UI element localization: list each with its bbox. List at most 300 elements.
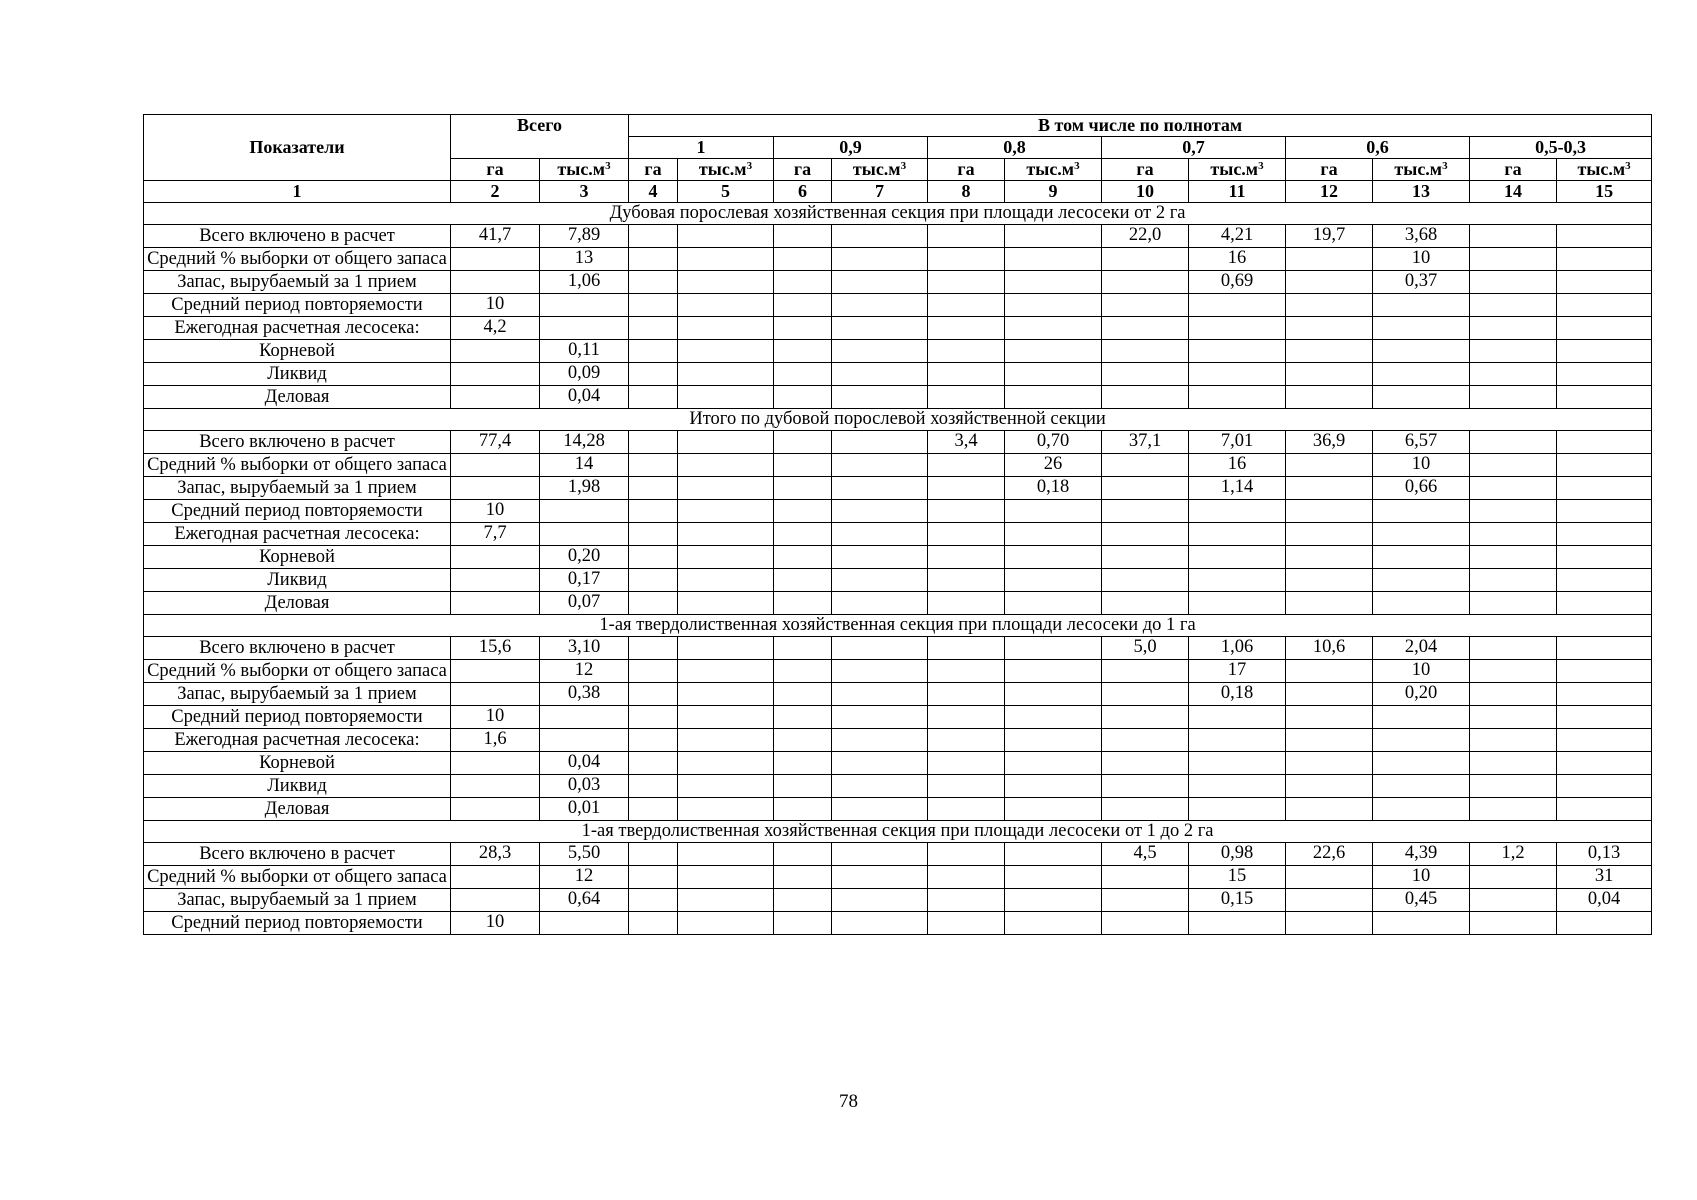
column-number: 3 (540, 181, 629, 203)
table-cell (451, 477, 540, 500)
table-cell (629, 569, 678, 592)
table-row (144, 477, 1652, 500)
table-row (144, 866, 1652, 889)
table-cell (1286, 386, 1373, 409)
table-row (144, 592, 1652, 615)
table-cell (1470, 706, 1557, 729)
table-cell (629, 225, 678, 248)
row-label: Ликвид (144, 569, 451, 592)
table-cell (1005, 592, 1102, 615)
table-cell (774, 248, 832, 271)
table-cell (1286, 660, 1373, 683)
table-row (144, 798, 1652, 821)
table-cell (1286, 248, 1373, 271)
table-cell (629, 546, 678, 569)
table-cell (1286, 752, 1373, 775)
unit-volume-label: тыс.м (698, 159, 747, 179)
table-cell (1557, 363, 1652, 386)
table-cell (774, 706, 832, 729)
table-cell (1005, 660, 1102, 683)
table-cell (678, 706, 774, 729)
table-cell (1189, 317, 1286, 340)
section-title-row (144, 409, 1652, 431)
table-cell (928, 294, 1005, 317)
section-title: Итого по дубовой порослевой хозяйственной секции (144, 409, 1652, 431)
table-cell (1470, 248, 1557, 271)
table-cell (1557, 569, 1652, 592)
table-cell (629, 271, 678, 294)
table-cell (1189, 523, 1286, 546)
table-cell: 4,21 (1189, 225, 1286, 248)
table-body (144, 203, 1652, 935)
table-cell (629, 729, 678, 752)
table-cell (1189, 706, 1286, 729)
column-number: 12 (1286, 181, 1373, 203)
column-number: 6 (774, 181, 832, 203)
table-cell (1373, 386, 1470, 409)
table-cell (451, 546, 540, 569)
table-cell: 1,14 (1189, 477, 1286, 500)
table-cell: 1,98 (540, 477, 629, 500)
table-cell: 37,1 (1102, 431, 1189, 454)
table-cell: 0,20 (540, 546, 629, 569)
table-cell (1557, 294, 1652, 317)
table-cell (451, 592, 540, 615)
table-cell (1286, 706, 1373, 729)
table-cell (928, 752, 1005, 775)
table-cell (1286, 271, 1373, 294)
column-number: 13 (1373, 181, 1470, 203)
table-cell (540, 294, 629, 317)
row-label: Всего включено в расчет (144, 637, 451, 660)
table-cell (1557, 592, 1652, 615)
table-cell (1470, 363, 1557, 386)
table-cell (1557, 775, 1652, 798)
row-label: Ежегодная расчетная лесосека: (144, 729, 451, 752)
table-cell (1373, 775, 1470, 798)
table-cell (678, 225, 774, 248)
table-cell: 10 (1373, 454, 1470, 477)
table-cell (832, 569, 928, 592)
table-row (144, 569, 1652, 592)
table-cell (1005, 569, 1102, 592)
table-cell (629, 637, 678, 660)
table-cell (1189, 729, 1286, 752)
table-cell (1102, 912, 1189, 935)
table-cell: 12 (540, 866, 629, 889)
table-cell (1286, 477, 1373, 500)
table-cell: 10 (451, 500, 540, 523)
table-cell: 10 (1373, 660, 1470, 683)
table-cell (832, 454, 928, 477)
table-cell (1470, 294, 1557, 317)
table-cell (629, 340, 678, 363)
row-label: Корневой (144, 752, 451, 775)
table-cell (774, 225, 832, 248)
table-cell (928, 454, 1005, 477)
table-cell (678, 500, 774, 523)
table-cell (1102, 363, 1189, 386)
table-cell (1557, 798, 1652, 821)
table-cell (451, 752, 540, 775)
header-unit-volume (1373, 159, 1470, 181)
table-cell (832, 729, 928, 752)
table-cell (1102, 775, 1189, 798)
row-label: Средний % выборки от общего запаса (144, 454, 451, 477)
table-cell (1373, 500, 1470, 523)
table-cell: 0,45 (1373, 889, 1470, 912)
table-cell: 36,9 (1286, 431, 1373, 454)
table-cell (1557, 752, 1652, 775)
table-header (144, 115, 1652, 203)
page-number: 78 (839, 1091, 858, 1112)
table-cell: 22,6 (1286, 843, 1373, 866)
table-cell (678, 546, 774, 569)
table-cell (1373, 294, 1470, 317)
table-cell (1373, 340, 1470, 363)
table-cell (1557, 546, 1652, 569)
table-cell (1470, 660, 1557, 683)
table-cell (1373, 363, 1470, 386)
table-cell (774, 752, 832, 775)
table-cell (451, 248, 540, 271)
header-unit-ha: га (451, 159, 540, 181)
row-label: Средний период повторяемости (144, 706, 451, 729)
table-cell (1557, 729, 1652, 752)
table-cell (1005, 683, 1102, 706)
table-cell (774, 889, 832, 912)
table-cell (1102, 592, 1189, 615)
table-cell (832, 317, 928, 340)
table-cell (1286, 363, 1373, 386)
table-cell (1189, 592, 1286, 615)
table-cell (451, 683, 540, 706)
table-cell (1557, 477, 1652, 500)
table-cell (1005, 340, 1102, 363)
table-cell (451, 866, 540, 889)
table-cell (1102, 340, 1189, 363)
column-number: 15 (1557, 181, 1652, 203)
table-cell (678, 271, 774, 294)
table-cell (1102, 729, 1189, 752)
row-label: Всего включено в расчет (144, 225, 451, 248)
table-cell (928, 523, 1005, 546)
table-cell (451, 660, 540, 683)
table-cell: 15,6 (451, 637, 540, 660)
table-cell: 19,7 (1286, 225, 1373, 248)
column-number: 4 (629, 181, 678, 203)
table-row (144, 775, 1652, 798)
table-cell (451, 386, 540, 409)
table-cell (774, 271, 832, 294)
table-cell (1470, 775, 1557, 798)
table-cell (832, 637, 928, 660)
table-cell (928, 683, 1005, 706)
row-label: Средний период повторяемости (144, 912, 451, 935)
table-cell (1470, 454, 1557, 477)
table-cell: 4,5 (1102, 843, 1189, 866)
table-row (144, 431, 1652, 454)
table-cell: 31 (1557, 866, 1652, 889)
unit-volume-label: тыс.м (1210, 159, 1259, 179)
section-title: 1-ая твердолиственная хозяйственная секция при площади лесосеки до 1 га (144, 615, 1652, 637)
table-cell (678, 386, 774, 409)
table-row (144, 683, 1652, 706)
table-cell (451, 340, 540, 363)
table-cell: 0,04 (540, 752, 629, 775)
table-cell: 14,28 (540, 431, 629, 454)
table-cell (451, 798, 540, 821)
table-cell (678, 523, 774, 546)
header-unit-volume (678, 159, 774, 181)
table-cell (1286, 592, 1373, 615)
table-cell (928, 798, 1005, 821)
table-cell: 7,89 (540, 225, 629, 248)
table-cell (1005, 843, 1102, 866)
table-cell (451, 889, 540, 912)
table-cell (832, 592, 928, 615)
header-unit-ha: га (1286, 159, 1373, 181)
table-cell (832, 683, 928, 706)
table-cell (1373, 546, 1470, 569)
table-cell (1557, 500, 1652, 523)
table-cell (540, 729, 629, 752)
table-cell (1470, 546, 1557, 569)
header-total: Всего (451, 115, 629, 159)
table-row (144, 248, 1652, 271)
table-cell (1189, 386, 1286, 409)
row-label: Ежегодная расчетная лесосека: (144, 317, 451, 340)
table-cell (1470, 569, 1557, 592)
table-cell: 0,98 (1189, 843, 1286, 866)
table-row (144, 340, 1652, 363)
header-unit-volume (1189, 159, 1286, 181)
table-cell (928, 386, 1005, 409)
table-cell (1557, 386, 1652, 409)
table-cell (1470, 431, 1557, 454)
unit-volume-superscript: 3 (746, 160, 753, 172)
table-cell (928, 637, 1005, 660)
header-density: 0,8 (928, 137, 1102, 159)
row-label: Деловая (144, 386, 451, 409)
table-cell (928, 912, 1005, 935)
table-cell: 10 (1373, 248, 1470, 271)
table-row (144, 454, 1652, 477)
table-cell: 1,06 (1189, 637, 1286, 660)
row-label: Ежегодная расчетная лесосека: (144, 523, 451, 546)
table-cell (1189, 775, 1286, 798)
table-cell (832, 431, 928, 454)
table-cell: 16 (1189, 248, 1286, 271)
table-cell: 0,15 (1189, 889, 1286, 912)
header-unit-ha: га (928, 159, 1005, 181)
table-cell (451, 454, 540, 477)
unit-volume-label: тыс.м (557, 159, 606, 179)
table-cell: 0,69 (1189, 271, 1286, 294)
table-cell (1005, 386, 1102, 409)
table-cell (1102, 386, 1189, 409)
table-cell: 1,2 (1470, 843, 1557, 866)
table-cell (451, 271, 540, 294)
table-cell (774, 317, 832, 340)
table-cell (1286, 775, 1373, 798)
table-cell: 12 (540, 660, 629, 683)
table-cell (540, 706, 629, 729)
table-cell (678, 248, 774, 271)
table-cell (1102, 866, 1189, 889)
table-cell (1005, 225, 1102, 248)
table-row (144, 386, 1652, 409)
table-cell (774, 683, 832, 706)
table-cell (1005, 271, 1102, 294)
table-cell (774, 523, 832, 546)
table-cell: 1,06 (540, 271, 629, 294)
header-density: 0,5-0,3 (1470, 137, 1652, 159)
table-row (144, 317, 1652, 340)
table-cell (928, 775, 1005, 798)
header-by-density: В том числе по полнотам (629, 115, 1652, 137)
table-row (144, 546, 1652, 569)
table-cell (1557, 660, 1652, 683)
table-cell (678, 798, 774, 821)
table-cell (774, 454, 832, 477)
header-density: 0,7 (1102, 137, 1286, 159)
row-label: Средний % выборки от общего запаса (144, 660, 451, 683)
row-label: Всего включено в расчет (144, 431, 451, 454)
table-cell: 1,6 (451, 729, 540, 752)
unit-volume-label: тыс.м (1577, 159, 1626, 179)
table-cell: 3,4 (928, 431, 1005, 454)
table-cell (1102, 546, 1189, 569)
table-cell (1470, 271, 1557, 294)
table-row (144, 363, 1652, 386)
table-cell (1189, 500, 1286, 523)
forest-cutting-table (143, 114, 1652, 935)
table-cell (774, 340, 832, 363)
table-cell (928, 317, 1005, 340)
table-cell (1189, 569, 1286, 592)
table-cell: 0,01 (540, 798, 629, 821)
table-cell (774, 500, 832, 523)
table-cell (629, 775, 678, 798)
table-cell: 5,50 (540, 843, 629, 866)
table-cell (928, 340, 1005, 363)
table-cell (1470, 340, 1557, 363)
table-cell: 16 (1189, 454, 1286, 477)
table-cell (774, 569, 832, 592)
table-cell (774, 363, 832, 386)
header-density: 0,9 (774, 137, 928, 159)
table-cell (1470, 729, 1557, 752)
table-cell (1005, 248, 1102, 271)
table-cell (1373, 523, 1470, 546)
table-row (144, 889, 1652, 912)
table-cell (1102, 454, 1189, 477)
table-cell (928, 843, 1005, 866)
table-cell (774, 477, 832, 500)
table-cell (629, 248, 678, 271)
header-unit-volume (540, 159, 629, 181)
table-cell (1286, 523, 1373, 546)
table-cell: 28,3 (451, 843, 540, 866)
table-cell: 10 (451, 706, 540, 729)
table-cell (832, 271, 928, 294)
table-cell (928, 546, 1005, 569)
table-cell: 10,6 (1286, 637, 1373, 660)
table-cell (774, 912, 832, 935)
table-cell (774, 866, 832, 889)
table-cell (928, 569, 1005, 592)
table-cell (629, 866, 678, 889)
table-cell: 6,57 (1373, 431, 1470, 454)
table-cell (832, 798, 928, 821)
unit-volume-label: тыс.м (852, 159, 901, 179)
column-number-row (144, 181, 1652, 203)
table-cell (832, 386, 928, 409)
table-cell (1102, 500, 1189, 523)
table-cell (832, 340, 928, 363)
unit-volume-superscript: 3 (1442, 160, 1448, 172)
table-cell (1373, 592, 1470, 615)
table-cell (928, 363, 1005, 386)
table-cell (1470, 866, 1557, 889)
table-cell (1470, 386, 1557, 409)
table-cell (774, 729, 832, 752)
table-cell: 0,18 (1189, 683, 1286, 706)
table-cell (832, 775, 928, 798)
table-cell (928, 271, 1005, 294)
table-cell (774, 843, 832, 866)
table-cell (1102, 317, 1189, 340)
table-cell (629, 683, 678, 706)
table-cell (1470, 912, 1557, 935)
table-cell (1286, 317, 1373, 340)
table-cell (1005, 912, 1102, 935)
table-cell: 0,07 (540, 592, 629, 615)
unit-volume-superscript: 3 (900, 160, 907, 172)
table-cell (832, 706, 928, 729)
table-cell: 2,04 (1373, 637, 1470, 660)
table-cell (1005, 294, 1102, 317)
table-cell (1557, 706, 1652, 729)
table-cell (678, 683, 774, 706)
table-cell: 14 (540, 454, 629, 477)
table-cell (629, 431, 678, 454)
table-row (144, 523, 1652, 546)
table-cell (774, 592, 832, 615)
table-cell (629, 706, 678, 729)
table-row (144, 294, 1652, 317)
table-cell (1102, 477, 1189, 500)
table-cell (1005, 706, 1102, 729)
table-cell (678, 569, 774, 592)
table-cell (1005, 775, 1102, 798)
table-cell: 4,39 (1373, 843, 1470, 866)
table-cell (832, 912, 928, 935)
table-cell (832, 477, 928, 500)
table-cell (1470, 523, 1557, 546)
table-cell (1005, 729, 1102, 752)
table-cell (1189, 294, 1286, 317)
table-cell: 0,11 (540, 340, 629, 363)
unit-volume-superscript: 3 (1258, 160, 1264, 172)
table-cell (629, 363, 678, 386)
table-cell (1286, 294, 1373, 317)
unit-volume-superscript: 3 (1625, 160, 1631, 172)
table-cell (1005, 546, 1102, 569)
row-label: Средний период повторяемости (144, 500, 451, 523)
column-number: 1 (144, 181, 451, 203)
